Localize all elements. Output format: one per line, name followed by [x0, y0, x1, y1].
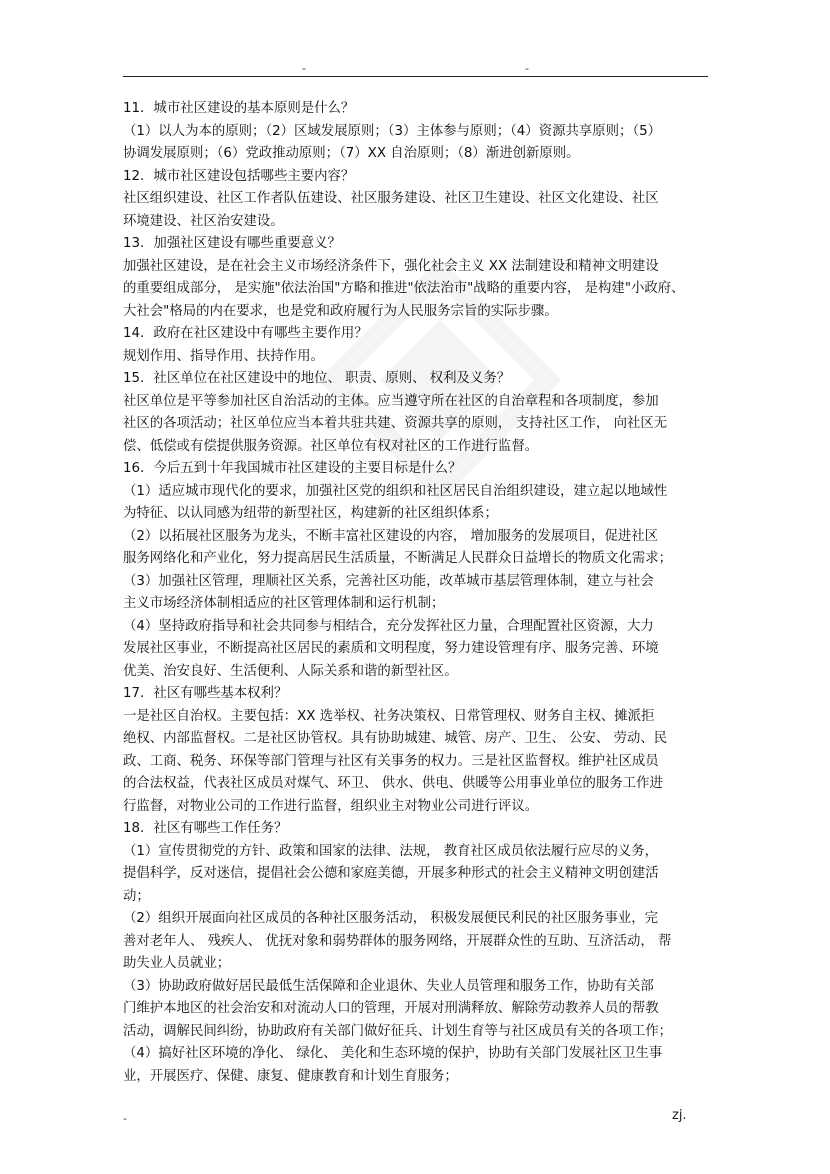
text-line: 政、工商、税务、环保等部门管理与社区有关事务的权力。三是社区监督权。维护社区成员 — [123, 753, 659, 769]
text-line: （2）以拓展社区服务为龙头，不断丰富社区建设的内容， 增加服务的发展项目，促进社区 — [123, 528, 659, 544]
footer-text: zj. — [672, 1108, 687, 1123]
text-line: 门维护本地区的社会治安和对流动人口的管理，开展对刑满释放、解除劳动教养人员的帮教 — [123, 1001, 659, 1016]
text-line: 为特征、以认同感为纽带的新型社区，构建新的社区组织体系； — [123, 506, 498, 521]
text-line: （1）以人为本的原则；（2）区域发展原则；（3）主体参与原则；（4）资源共享原则；（5） — [123, 123, 662, 139]
footer-mark: - — [123, 1112, 127, 1125]
text-line: 行监督，对物业公司的工作进行监督，组织业主对物业公司进行评议。 — [123, 798, 539, 814]
text-line: 11．城市社区建设的基本原则是什么？ — [123, 101, 355, 116]
text-line: 发展社区事业，不断提高社区居民的素质和文明程度，努力建设管理有序、服务完善、环境 — [123, 641, 659, 656]
text-line: 活动，调解民间纠纷，协助政府有关部门做好征兵、计划生育等与社区成员有关的各项工作； — [123, 1023, 673, 1039]
text-line: （4）坚持政府指导和社会共同参与相结合，充分发挥社区力量，合理配置社区资源，大力 — [123, 618, 654, 634]
text-line: 动； — [123, 888, 150, 904]
text-line: （2）组织开展面向社区成员的各种社区服务活动， 积极发展便民利民的社区服务事业，完 — [123, 911, 659, 926]
text-line: 绝权、内部监督权。二是社区协管权。具有协助城建、城管、房产、卫生、 公安、 劳动、民 — [123, 731, 668, 746]
text-line: 协调发展原则；（6）党政推动原则；（7）XX 自治原则；（8）渐进创新原则。 — [123, 146, 580, 161]
header-mark: - — [302, 62, 306, 75]
text-line: 社区组织建设、社区工作者队伍建设、社区服务建设、社区卫生建设、社区文化建设、社区 — [123, 191, 659, 206]
text-line: 提倡科学，反对迷信，提倡社会公德和家庭美德，开展多种形式的社会主义精神文明创建活 — [123, 866, 659, 881]
text-line: 主义市场经济体制相适应的社区管理体制和运行机制； — [123, 596, 445, 611]
text-line: 社区单位是平等参加社区自治活动的主体。应当遵守所在社区的自治章程和各项制度，参加 — [123, 393, 659, 409]
text-line: （4）搞好社区环境的净化、 绿化、 美化和生态环境的保护，协助有关部门发展社区卫生事 — [123, 1046, 663, 1061]
text-line: 14．政府在社区建设中有哪些主要作用？ — [123, 326, 368, 341]
text-line: 18．社区有哪些工作任务？ — [123, 821, 288, 836]
header-rule — [123, 76, 708, 77]
text-line: 服务网络化和产业化，努力提高居民生活质量，不断满足人民群众日益增长的物质文化需求； — [123, 551, 673, 566]
text-line: 大社会"格局的内在要求，也是党和政府履行为人民服务宗旨的实际步骤。 — [123, 303, 558, 319]
text-line: （3）加强社区管理，理顺社区关系，完善社区功能，改革城市基层管理体制，建立与社会 — [123, 573, 654, 589]
text-line: 13．加强社区建设有哪些重要意义？ — [123, 236, 341, 251]
text-line: 优美、治安良好、生活便利、人际关系和谐的新型社区。 — [123, 663, 458, 679]
text-line: 社区的各项活动；社区单位应当本着共驻共建、资源共享的原则， 支持社区工作， 向社区无 — [123, 416, 668, 431]
text-line: 15．社区单位在社区建设中的地位、 职责、原则、 权利及义务？ — [123, 371, 511, 386]
text-line: （1）宣传贯彻党的方针、政策和国家的法律、法规， 教育社区成员依法履行应尽的义务， — [123, 843, 659, 859]
text-line: 的重要组成部分， 是实施"依法治国"方略和推进"依法治市"战略的重要内容， 是构建"小政府、 — [123, 281, 685, 296]
header-mark: - — [525, 62, 529, 75]
text-line: 业，开展医疗、保健、康复、健康教育和计划生育服务； — [123, 1068, 458, 1084]
text-line: 环境建设、社区治安建设。 — [123, 213, 284, 229]
text-line: 12．城市社区建设包括哪些主要内容？ — [123, 168, 355, 184]
text-line: 偿、低偿或有偿提供服务资源。社区单位有权对社区的工作进行监督。 — [123, 438, 539, 454]
text-line: 助失业人员就业； — [123, 956, 231, 971]
text-line: 善对老年人、 残疾人、 优抚对象和弱势群体的服务网络，开展群众性的互助、互济活动， 帮 — [123, 933, 672, 949]
text-line: （1）适应城市现代化的要求，加强社区党的组织和社区居民自治组织建设，建立起以地域性 — [123, 483, 668, 499]
text-line: 17．社区有哪些基本权利？ — [123, 686, 288, 701]
document-body — [123, 98, 708, 1088]
text-line: （3）协助政府做好居民最低生活保障和企业退休、失业人员管理和服务工作，协助有关部 — [123, 978, 654, 994]
text-line: 的合法权益，代表社区成员对煤气、环卫、 供水、供电、供暖等公用事业单位的服务工作进 — [123, 776, 663, 791]
text-line: 规划作用、指导作用、扶持作用。 — [123, 348, 324, 364]
text-line: 16．今后五到十年我国城市社区建设的主要目标是什么？ — [123, 461, 462, 476]
text-line: 一是社区自治权。主要包括：XX 选举权、社务决策权、日常管理权、财务自主权、摊派拒 — [123, 708, 655, 724]
text-line: 加强社区建设，是在社会主义市场经济条件下，强化社会主义 XX 法制建设和精神文明建设 — [123, 258, 659, 274]
